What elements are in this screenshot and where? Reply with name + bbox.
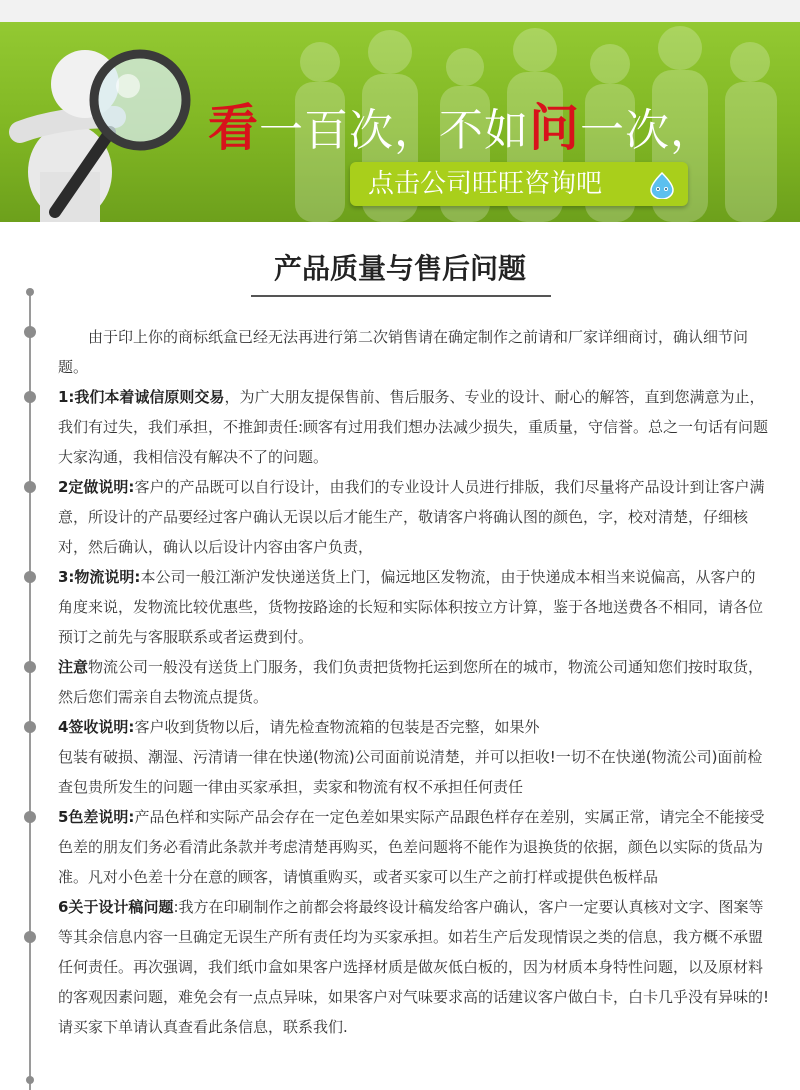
- timeline-dot: [24, 721, 36, 733]
- item-heading: 1:我们本着诚信原则交易: [58, 388, 225, 406]
- magnifier-mascot-icon: [0, 22, 230, 222]
- timeline-dot: [24, 326, 36, 338]
- policy-item-receipt-continued: 包装有破损、潮湿、污清请一律在快递(物流)公司面前说清楚，并可以拒收!一切不在快递(物流公司)面前检查包贵所发生的问题一律由买家承担，卖家和物流有权不承担任何责任: [58, 748, 763, 796]
- slogan-highlight-ask: 问: [529, 99, 580, 157]
- item-body: 产品色样和实际产品会存在一定色差如果实际产品跟色样存在差别，实属正常，请完全不能接受色差的朋友们务必看清此条款并考虑清楚再购买，色差问题将不能作为退换货的依据，颜色以实际的货品为准。凡对小色差十分在意的顾客，请慎重购买，或者买家可以生产之前打样或提供色板样品: [58, 808, 765, 886]
- item-body: 物流公司一般没有送货上门服务，我们负责把货物托运到您所在的城市，物流公司通知您们按时取货，然后您们需亲自去物流点提货。: [58, 658, 764, 706]
- consult-banner[interactable]: [0, 22, 800, 222]
- item-heading: 6关于设计稿问题: [58, 898, 174, 916]
- item-body: 客户的产品既可以自行设计，由我们的专业设计人员进行排版，我们尽量将产品设计到让客户满意，所设计的产品要经过客户确认无误以后才能生产，敬请客户将确认图的颜色，字，校对清楚，仔细核对，然后确认，确认以后设计内容由客户负责，: [58, 478, 765, 556]
- timeline-dot: [24, 571, 36, 583]
- policy-item-notice: [58, 652, 770, 712]
- consult-button-label: 点击公司旺旺咨询吧: [368, 169, 603, 199]
- item-body: 客户收到货物以后，请先检查物流箱的包装是否完整，如果外: [134, 718, 540, 736]
- policy-item-design: [58, 892, 770, 1042]
- item-body: :我方在印刷制作之前都会将最终设计稿发给客户确认，客户一定要认真核对文字、图案等等其余信息内容一旦确定无误生产所有责任均为买家承担。如若生产后发现情误之类的信息，我方概不承盟任何责任。再次强调，我们纸巾盒如果客户选择材质是做灰低白板的，因为材质本身特性问题，以及原材料的客观因素问题，难免会有一点点异味，如果客户对气味要求高的话建议客户做白卡，白卡几乎没有异味的!请买家下单请认真查看此条信息，联系我们.: [58, 898, 770, 1036]
- item-heading: 4签收说明:: [58, 718, 135, 736]
- banner-slogan: [208, 100, 715, 159]
- title-underline: [251, 295, 551, 297]
- item-body: 本公司一般江渐沪发快递送货上门，偏远地区发物流，由于快递成本相当来说偏高，从客户的角度来说，发物流比较优惠些，货物按路途的长短和实际体积按立方计算，鉴于各地送费各不相同，请各位预订之前先与客服联系或者运费到付。: [58, 568, 764, 646]
- timeline-dot: [24, 481, 36, 493]
- policy-item-logistics: [58, 562, 770, 652]
- slogan-text-2: 一次，: [580, 105, 715, 156]
- item-heading: 2定做说明:: [58, 478, 135, 496]
- item-heading: 注意: [58, 658, 89, 676]
- intro-paragraph: 由于印上你的商标纸盒已经无法再进行第二次销售请在确定制作之前请和厂家详细商讨，确认细节问题。: [58, 328, 749, 376]
- slogan-highlight-look: 看: [208, 99, 259, 157]
- section-title: 产品质量与售后问题: [273, 252, 526, 285]
- policy-item-custom: [58, 472, 770, 562]
- slogan-text-1: 一百次，不如: [259, 105, 529, 156]
- top-strip: [0, 0, 800, 22]
- policy-item-receipt: [58, 712, 770, 742]
- timeline-dot: [24, 661, 36, 673]
- timeline-dot: [24, 391, 36, 403]
- timeline-line: [29, 292, 31, 1090]
- wangwang-chat-icon: [648, 171, 676, 199]
- timeline-dot: [24, 811, 36, 823]
- wangwang-consult-button[interactable]: [350, 162, 688, 206]
- timeline-dot: [26, 288, 34, 296]
- policy-item-integrity: [58, 382, 770, 472]
- item-heading: 5色差说明:: [58, 808, 135, 826]
- item-body: ，为广大朋友提保售前、售后服务、专业的设计、耐心的解答，直到您满意为止，我们有过失，我们承担，不推卸责任:顾客有过用我们想办法减少损失，重质量，守信誉。总之一句话有问题大家沟通，我相信没有解决不了的问题。: [58, 388, 769, 466]
- timeline-dot: [26, 1076, 34, 1084]
- policy-item-color: [58, 802, 770, 892]
- policy-content: [58, 322, 770, 1042]
- timeline-dot: [24, 931, 36, 943]
- item-heading: 3:物流说明:: [58, 568, 141, 586]
